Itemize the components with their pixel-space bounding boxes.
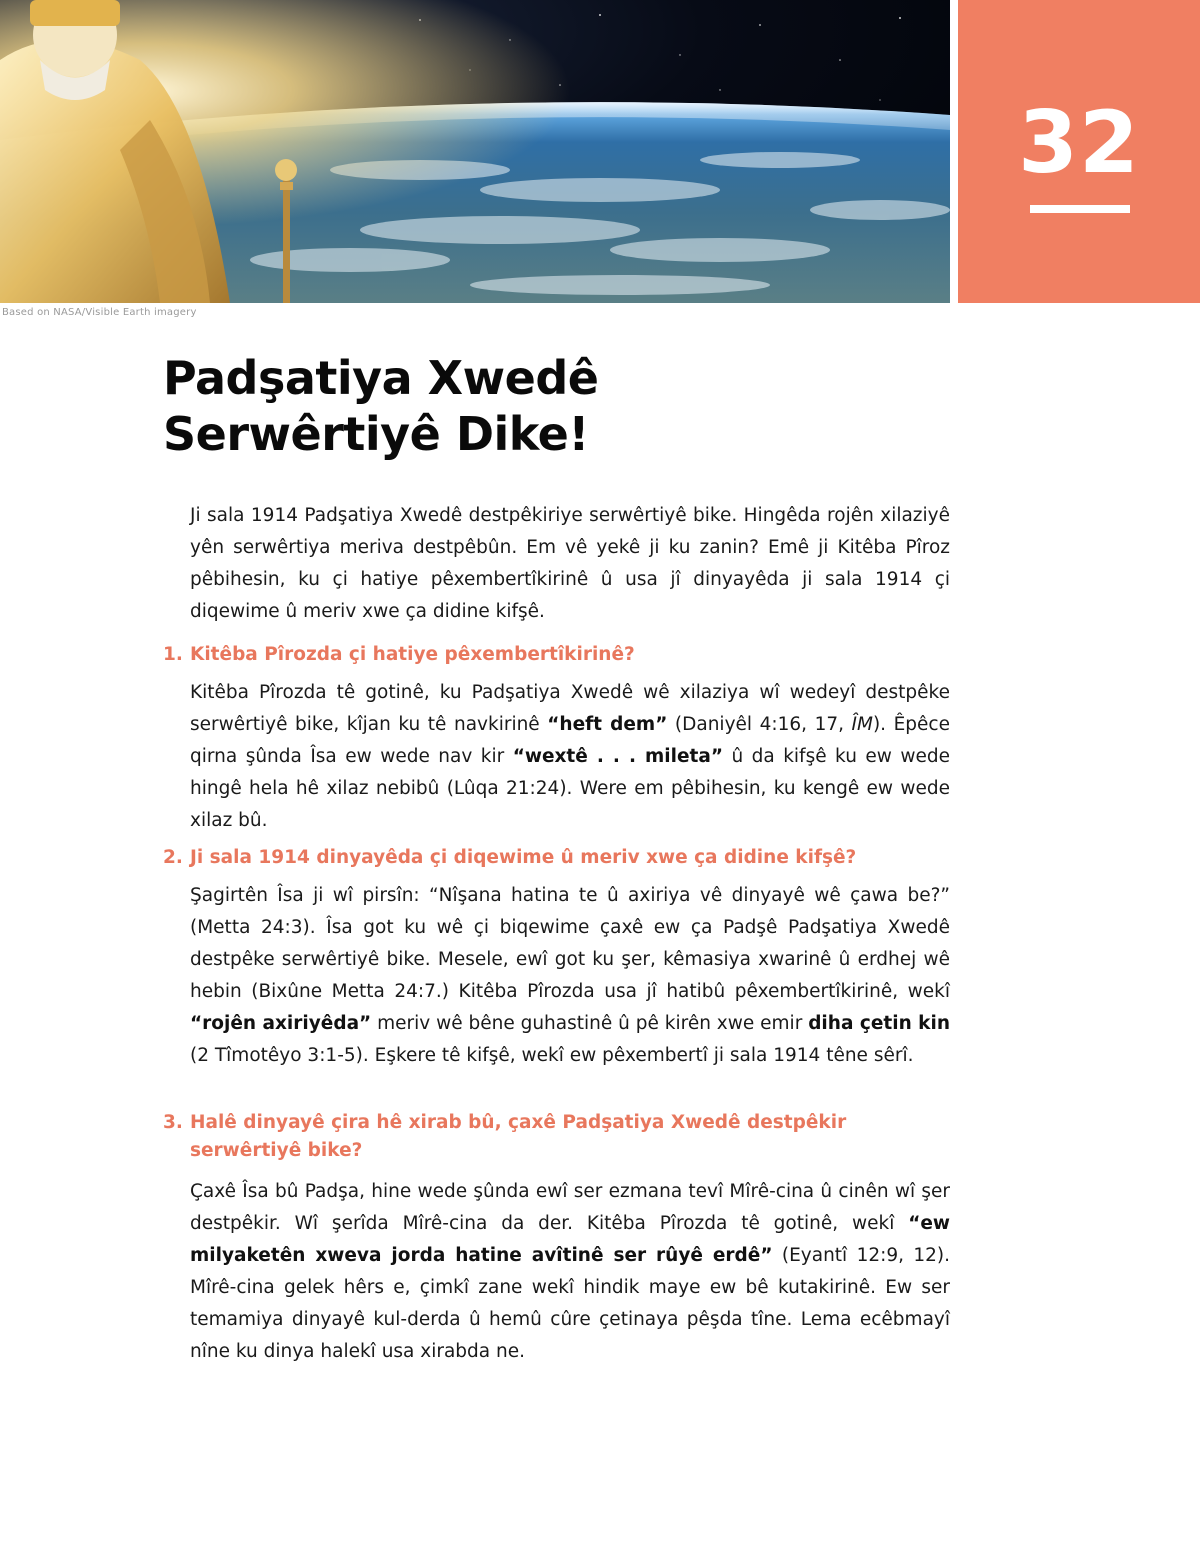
emphasis: “ew milyaketên xweva jorda hatine avîtinê ser rûyê erdê” [190, 1213, 950, 1266]
question-2 [163, 844, 923, 872]
question-text: Kitêba Pîrozda çi hatiye pêxembertîkirinê? [190, 644, 635, 665]
king-over-earth-illustration [0, 0, 950, 303]
answer-paragraph-1: Kitêba Pîrozda tê gotinê, ku Padşatiya Xwedê wê xilaziya wî wedeyî destpêke serwêrtiyê bike, kîjan ku tê navkirinê “heft dem” (Daniyêl 4:16, 17, ÎM). Êpêce qirna şûnda Îsa ew wede nav kir “wextê . . . mileta” û da kifşê ku ew wede hingê hela hê xilaz nebibû (Lûqa 21:24). Were em pêbihesin, ku kengê ew wede xilaz bû. [190, 682, 950, 831]
chapter-underline [1030, 205, 1130, 213]
emphasis: diha çetin kin [808, 1013, 950, 1034]
question-text: Halê dinyayê çira hê xirab bû, çaxê Padşatiya Xwedê destpêkir [190, 1112, 847, 1133]
question-1 [163, 641, 923, 669]
page-title [163, 350, 598, 462]
question-text-continued: serwêrtiyê bike? [190, 1140, 363, 1161]
answer-paragraph-2: Şagirtên Îsa ji wî pirsîn: “Nîşana hatina te û axiriya vê dinyayê wê çawa be?” (Metta 24:3). Îsa got ku wê çi biqewime çaxê ew ça Padşê Padşatiya Xwedê destpêke serwêrtiyê bike. Mesele, ewî got ku şer, kêmasiya xwarinê û erdhej wê hebin (Bixûne Metta 24:7.) Kitêba Pîrozda usa jî hatibû pêxembertîkirinê, wekî “rojên axiriyêda” meriv wê bêne guhastinê û pê kirên xwe emir diha çetin kin (2 Tîmotêyo 3:1-5). Eşkere tê kifşê, wekî ew pêxembertî ji sala 1914 têne sêrî. [190, 885, 950, 1066]
question-3 [163, 1109, 923, 1165]
abbreviation: ÎM [851, 714, 873, 735]
chapter-number-box [958, 0, 1200, 303]
question-text: Ji sala 1914 dinyayêda çi diqewime û meriv xwe ça didine kifşê? [190, 847, 857, 868]
emphasis: “wextê . . . mileta” [512, 746, 723, 767]
hero-image [0, 0, 950, 303]
intro-paragraph: Ji sala 1914 Padşatiya Xwedê destpêkiriye serwêrtiyê bike. Hingêda rojên xilaziyê yên serwêrtiya meriva destpêbûn. Em vê yekê ji ku zanin? Emê ji Kitêba Pîroz pêbihesin, ku çi hatiye pêxembertîkirinê û usa jî dinyayêda ji sala 1914 çi diqewime û meriv xwe ça didine kifşê. [190, 505, 950, 622]
emphasis: “rojên axiriyêda” [190, 1013, 372, 1034]
chapter-number: 32 [1018, 93, 1140, 193]
answer-paragraph-3: Çaxê Îsa bû Padşa, hine wede şûnda ewî ser ezmana tevî Mîrê-cina û cinên wî şer destpêkir. Wî şerîda Mîrê-cina da der. Kitêba Pîrozda tê gotinê, wekî “ew milyaketên xweva jorda hatine avîtinê ser rûyê erdê” (Eyantî 12:9, 12). Mîrê-cina gelek hêrs e, çimkî zane wekî hindik maye ew bê kutakirinê. Ew ser temamiya dinyayê kul-derda û hemû cûre çetinaya pêşda tîne. Lema ecêbmayî nîne ku dinya halekî usa xirabda ne. [190, 1181, 951, 1362]
title-line-1: Padşatiya Xwedê [163, 351, 599, 405]
title-line-2: Serwêrtiyê Dike! [163, 407, 589, 461]
emphasis: “heft dem” [547, 714, 668, 735]
question-number: 2. [163, 847, 183, 868]
question-number: 1. [163, 644, 183, 665]
question-number: 3. [163, 1112, 183, 1133]
image-credit: Based on NASA/Visible Earth imagery [2, 307, 197, 318]
